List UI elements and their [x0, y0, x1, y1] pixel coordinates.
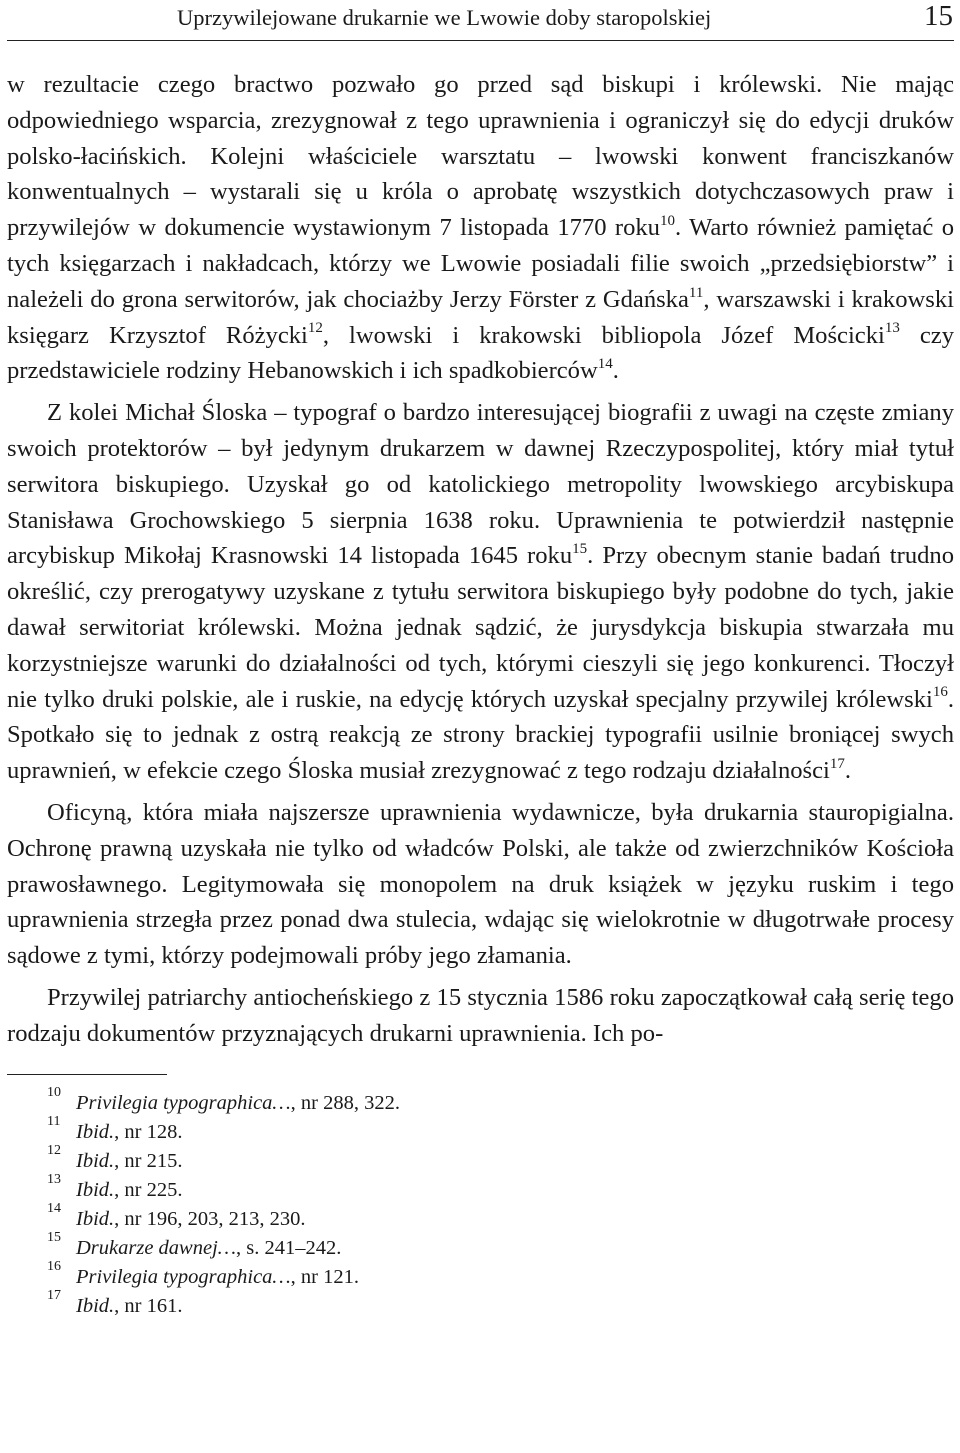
- footnote-text: , nr 121.: [290, 1265, 359, 1288]
- footnote: [7, 1287, 954, 1321]
- paragraph: [7, 980, 954, 1052]
- footnote-reference: 11: [688, 284, 704, 301]
- text-run: .: [844, 757, 852, 785]
- text-run: Z kolei Michał Śloska – typograf o bardzo interesującej biografii z uwagi na częste zmiany swoich protektorów – był jedynym drukarzem w dawnej Rzeczypospolitej, który miał tytuł serwitora biskupiego. Uzyskał go od katolickiego metropolity lwowskiego arcybiskupa Stanisława Grochowskiego 5 sierpnia 1638 roku. Uprawnienia te potwierdził następnie arcybiskup Mikołaj Krasnowski 14 listopada 1645 roku: [7, 399, 954, 570]
- footnote: [7, 1258, 954, 1292]
- footnote-number: 10: [47, 1084, 61, 1100]
- book-page: [7, 0, 954, 1321]
- text-run: .: [612, 357, 619, 385]
- footnote-rule: [7, 1074, 167, 1075]
- footnote-ellipsis: …: [272, 1265, 291, 1288]
- text-run: . Warto również pamiętać o tych księgarzach i nakładcach, którzy we Lwowie posiadali filie swoich „przedsiębiorstw” i należeli do grona serwitorów, jak chociażby Jerzy Förster z Gdańska: [7, 214, 954, 313]
- footnote-title: Ibid.: [76, 1149, 115, 1172]
- footnote-title: Ibid.: [76, 1207, 115, 1230]
- paragraph: [7, 67, 954, 389]
- running-title: Uprzywilejowane drukarnie we Lwowie doby staropolskiej: [177, 5, 712, 30]
- paragraph: [7, 795, 954, 974]
- footnote-ellipsis: …: [272, 1091, 291, 1114]
- footnote-number: 15: [47, 1229, 61, 1245]
- text-run: Kolejni właściciele warsztatu – lwowski konwent franciszkanów konwentualnych – wystarali się u króla o aprobatę wszystkich dotychczasowych praw i przywilejów w dokumencie wystawionym 7 listopada 1770 roku: [7, 142, 954, 242]
- footnote-text: , nr 288, 322.: [290, 1091, 400, 1114]
- footnote-reference: 13: [884, 320, 900, 337]
- text-run: w rezultacie czego bractwo pozwało go przed sąd biskupi i królewski. Nie mając odpowiedniego wsparcia, zrezygnował z tego uprawnienia i ograniczył się do edycji druków polsko-łacińskich.: [7, 71, 954, 170]
- footnote-text: , nr 225.: [114, 1178, 183, 1201]
- text-run: czy przedstawiciele rodziny Hebanowskich i ich spadkobierców: [7, 321, 954, 385]
- footnote-number: 12: [47, 1142, 61, 1158]
- footnote: [7, 1142, 954, 1176]
- footnote: [7, 1229, 954, 1263]
- footnote-text: , nr 161.: [114, 1294, 183, 1317]
- footnote-text: , nr 128.: [114, 1120, 183, 1143]
- footnote-reference: 14: [597, 356, 613, 373]
- footnote: [7, 1171, 954, 1205]
- footnote-title: Ibid.: [76, 1178, 115, 1201]
- footnotes: [7, 1074, 954, 1321]
- text-run: . Przy obecnym stanie badań trudno określić, czy prerogatywy uzyskane z tytułu serwitora biskupiego były podobne do tych, jakie dawał serwitoriat królewski. Można jednak sądzić, że jurysdykcja biskupia stwarzała mu korzystniejsze warunki do działalności od tych, którymi cieszyli się jego konkurenci. Tłoczył nie tylko druki polskie, ale i ruskie, na edycję których uzyskał specjalny przywilej królewski: [7, 542, 955, 713]
- footnote-title: Ibid.: [76, 1294, 115, 1317]
- text-run: . Spotkało się to jednak z ostrą reakcją ze strony brackiej typografii usilnie broniącej swych uprawnień, w efekcie czego Śloska musiał zrezygnować z tego rodzaju działalności: [7, 685, 954, 785]
- footnote-number: 13: [47, 1171, 61, 1187]
- footnote-title: Privilegia typographica: [76, 1265, 273, 1288]
- footnote-text: , s. 241–242.: [236, 1236, 342, 1259]
- footnote-reference: 10: [659, 213, 675, 229]
- running-header: [7, 0, 954, 41]
- text-run: , warszawski i krakowski księgarz Krzysztof Różycki: [7, 285, 954, 349]
- footnote-ellipsis: …: [217, 1236, 237, 1259]
- footnote: [7, 1200, 954, 1234]
- footnote-reference: 15: [572, 541, 588, 558]
- footnote-text: , nr 215.: [114, 1149, 183, 1172]
- footnote: [7, 1113, 954, 1147]
- footnote-number: 11: [47, 1113, 61, 1129]
- footnote-number: 14: [47, 1200, 61, 1216]
- paragraph: [7, 395, 954, 789]
- footnote-title: Privilegia typographica: [76, 1091, 273, 1114]
- footnote-reference: 17: [829, 755, 845, 772]
- body-text: [7, 67, 954, 1052]
- text-run: Przywilej patriarchy antiocheńskiego z 15 stycznia 1586 roku zapoczątkował całą serię tego rodzaju dokumentów przyznających drukarni uprawnienia. Ich po-: [7, 983, 954, 1047]
- footnote-reference: 16: [932, 684, 948, 701]
- footnote: [7, 1084, 954, 1118]
- footnote-text: , nr 196, 203, 213, 230.: [114, 1207, 306, 1230]
- text-run: , lwowski i krakowski bibliopola Józef Mościcki: [322, 321, 885, 349]
- footnote-title: Ibid.: [76, 1120, 115, 1143]
- footnote-list: [7, 1084, 954, 1321]
- footnote-title: Drukarze dawnej: [76, 1236, 218, 1259]
- footnote-reference: 12: [307, 320, 323, 337]
- footnote-number: 16: [47, 1258, 61, 1274]
- page-number: 15: [924, 0, 953, 32]
- text-run: Oficyną, która miała najszersze uprawnienia wydawnicze, była drukarnia stauropigialna. Ochronę prawną uzyskała nie tylko od władców Polski, ale także od zwierzchników Kościoła prawosławnego. Legitymowała się monopolem na druk książek w języku ruskim i tego uprawnienia strzegła przez ponad dwa stulecia, wdając się wielokrotnie w długotrwałe procesy sądowe z tymi, którzy podejmowali próby jego złamania.: [7, 798, 954, 970]
- footnote-number: 17: [47, 1287, 61, 1303]
